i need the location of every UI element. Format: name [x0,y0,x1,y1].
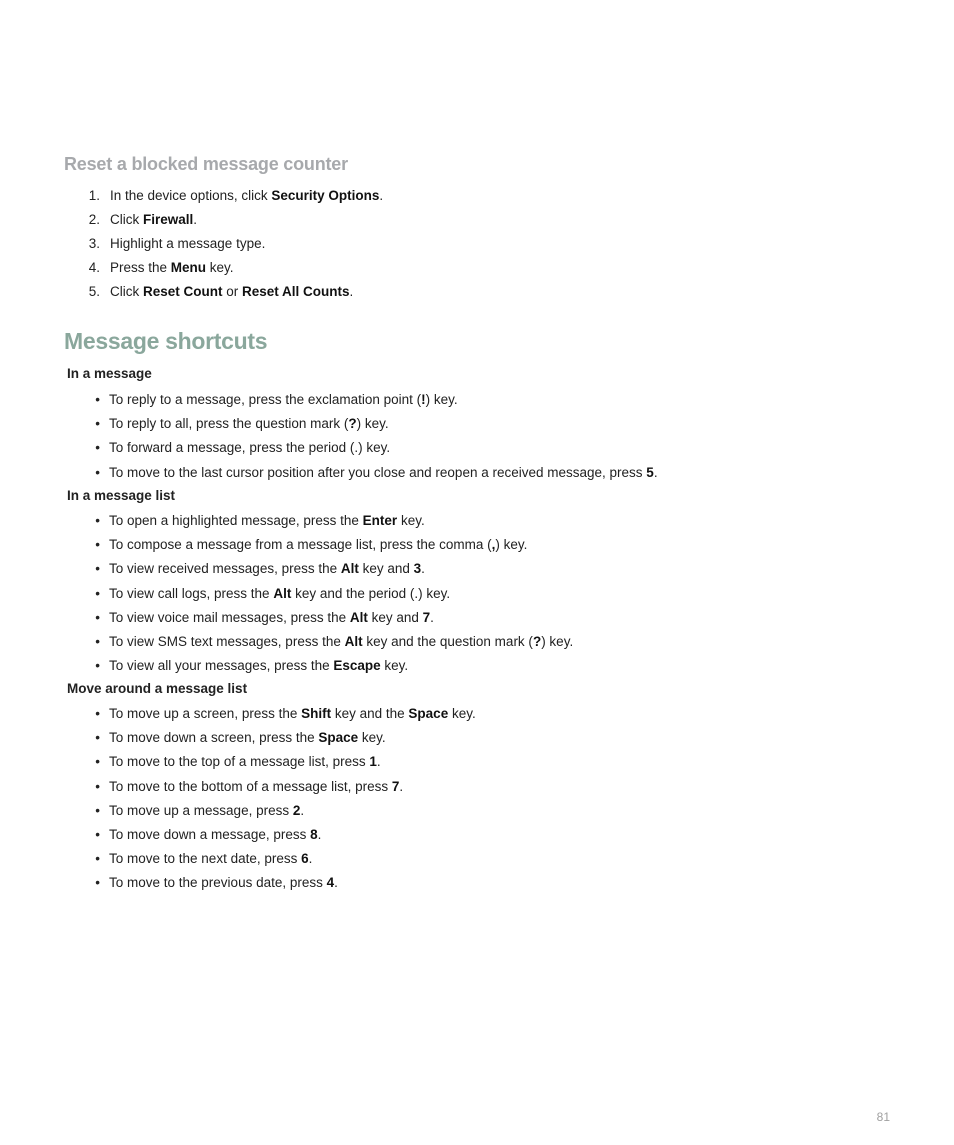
shortcut-text [109,776,403,800]
text-run: ) key. [425,392,458,407]
text-run: In the device options, click [110,188,272,203]
step-number: 4. [88,260,100,275]
bullet-icon: • [95,754,100,770]
bullet-icon: • [95,633,100,649]
shortcut-item [64,389,658,413]
text-run: key and [367,609,423,625]
key-name: Security Options [271,188,380,203]
text-run: key. [206,260,234,275]
text-run: key. [380,658,409,674]
text-run: . [399,778,404,794]
shortcut-item [64,607,573,631]
text-run: To view received messages, press the [109,561,341,577]
group-heading-in-a-message: In a message [67,366,152,381]
key-name: Space [408,706,449,721]
shortcut-text [109,655,408,679]
key-name: Space [318,730,359,746]
key-name: , [491,537,496,553]
key-name: Escape [333,658,381,674]
step-text [110,257,234,281]
step-number: 3. [88,236,100,251]
key-name: 6 [301,851,309,867]
text-run: Click [110,212,143,227]
step-item [64,185,383,209]
shortcut-text [109,534,527,558]
text-run: . [376,754,381,770]
text-run: ) key. [495,537,528,553]
step-text [110,233,265,257]
key-name: 7 [422,609,431,625]
text-run: . [379,188,384,203]
text-run: Click [110,284,143,299]
step-item [64,209,383,233]
shortcut-text [109,631,573,655]
step-text [110,281,353,305]
text-run: . [193,212,198,227]
steps-list [64,185,383,305]
step-item [64,257,383,281]
bullet-icon: • [95,706,100,721]
key-name: Enter [362,513,398,528]
group-heading-in-a-message-list: In a message list [67,488,176,503]
shortcut-text [109,510,425,534]
bullet-icon: • [95,851,100,867]
text-run: To view SMS text messages, press the [109,633,345,649]
text-run: To move down a screen, press the [109,730,319,746]
shortcut-item [64,462,658,486]
step-text [110,209,197,233]
shortcut-item [64,800,476,824]
text-run: key. [448,706,476,721]
key-name: Firewall [143,212,194,227]
shortcut-text [109,558,425,582]
shortcut-item [64,655,573,679]
text-run: Highlight a message type. [110,236,266,251]
shortcut-item [64,727,476,751]
text-run: . [421,561,425,577]
shortcut-text [109,462,658,486]
bullet-icon: • [95,440,100,456]
shortcut-text [109,413,389,437]
text-run: To move up a message, press [109,802,293,818]
shortcut-item [64,848,476,872]
shortcut-text [109,800,304,824]
key-name: Menu [170,260,207,275]
shortcut-text [109,607,434,631]
text-run: . [349,284,354,299]
step-number: 1. [88,188,100,203]
text-run: To open a highlighted message, press the [109,513,363,528]
bullet-icon: • [95,658,100,674]
key-name: Reset All Counts [242,284,350,299]
shortcut-item [64,872,476,896]
text-run: To view voice mail messages, press the [109,609,350,625]
text-run: . [300,802,305,818]
shortcut-text [109,583,450,607]
key-name: 7 [391,778,400,794]
bullet-icon: • [95,585,100,601]
shortcut-list-in-a-message-list [64,510,573,679]
text-run: To view call logs, press the [109,585,274,601]
key-name: ? [532,633,542,649]
shortcut-item [64,776,476,800]
key-name: Alt [349,609,368,625]
shortcut-text [109,824,321,848]
text-run: To reply to all, press the question mark ( [109,416,349,432]
bullet-icon: • [95,778,100,794]
shortcut-item [64,583,573,607]
page-number: 81 [876,1110,890,1124]
key-name: 5 [646,464,654,480]
key-name: Reset Count [143,284,223,299]
text-run: . [334,875,338,891]
text-run: key and the [331,706,409,721]
shortcut-item [64,437,658,461]
key-name: 4 [326,875,335,891]
chapter-title: Message shortcuts [64,328,268,354]
text-run: key. [397,513,425,528]
bullet-icon: • [95,609,100,625]
text-run: . [430,609,434,625]
section-title: Reset a blocked message counter [64,154,348,174]
key-name: Shift [301,706,332,721]
bullet-icon: • [95,464,100,480]
shortcut-item [64,534,573,558]
shortcut-item [64,751,476,775]
shortcut-item [64,510,573,534]
shortcut-item [64,703,476,727]
shortcut-text [109,848,312,872]
text-run: . [308,851,313,867]
shortcut-text [109,727,386,751]
key-name: 2 [292,802,301,818]
key-name: Alt [273,585,292,601]
bullet-icon: • [95,561,100,577]
shortcut-text [109,389,458,413]
bullet-icon: • [95,537,100,553]
shortcut-text [109,751,381,775]
key-name: Alt [344,633,363,649]
key-name: 3 [413,561,422,577]
step-number: 2. [88,212,100,227]
shortcut-text [109,437,390,461]
bullet-icon: • [95,875,100,891]
shortcut-item [64,824,476,848]
text-run: To reply to a message, press the exclamation point ( [109,392,422,407]
text-run: or [222,284,243,299]
text-run: ) key. [356,416,389,432]
bullet-icon: • [95,826,100,842]
text-run: To move to the top of a message list, press [109,754,370,770]
text-run: key and the period (.) key. [291,585,451,601]
text-run: To forward a message, press the period (.) key. [109,440,391,456]
bullet-icon: • [95,513,100,528]
step-item [64,281,383,305]
text-run: ) key. [541,633,574,649]
key-name: ! [421,392,426,407]
group-heading-move-around: Move around a message list [67,681,248,696]
text-run: To compose a message from a message list, press the comma ( [109,537,492,553]
key-name: 8 [310,826,318,842]
bullet-icon: • [95,392,100,407]
text-run: To move down a message, press [109,826,311,842]
step-number: 5. [88,284,100,299]
text-run: key and [358,561,414,577]
text-run: . [317,826,322,842]
shortcut-list-move-around [64,703,476,897]
key-name: 1 [369,754,377,770]
text-run: key. [358,730,386,746]
step-text [110,185,383,209]
text-run: key and the question mark ( [362,633,533,649]
bullet-icon: • [95,730,100,746]
text-run: . [653,464,658,480]
key-name: Alt [340,561,359,577]
text-run: To move up a screen, press the [109,706,302,721]
step-item [64,233,383,257]
shortcut-text [109,703,476,727]
text-run: To view all your messages, press the [109,658,334,674]
text-run: To move to the next date, press [109,851,302,867]
shortcut-item [64,631,573,655]
text-run: To move to the previous date, press [109,875,327,891]
shortcut-text [109,872,338,896]
text-run: To move to the bottom of a message list, press [109,778,392,794]
bullet-icon: • [95,416,100,432]
shortcut-item [64,413,658,437]
shortcut-list-in-a-message [64,389,658,486]
text-run: Press the [110,260,171,275]
key-name: ? [348,416,357,432]
shortcut-item [64,558,573,582]
text-run: To move to the last cursor position after you close and reopen a received message, press [109,464,647,480]
bullet-icon: • [95,802,100,818]
